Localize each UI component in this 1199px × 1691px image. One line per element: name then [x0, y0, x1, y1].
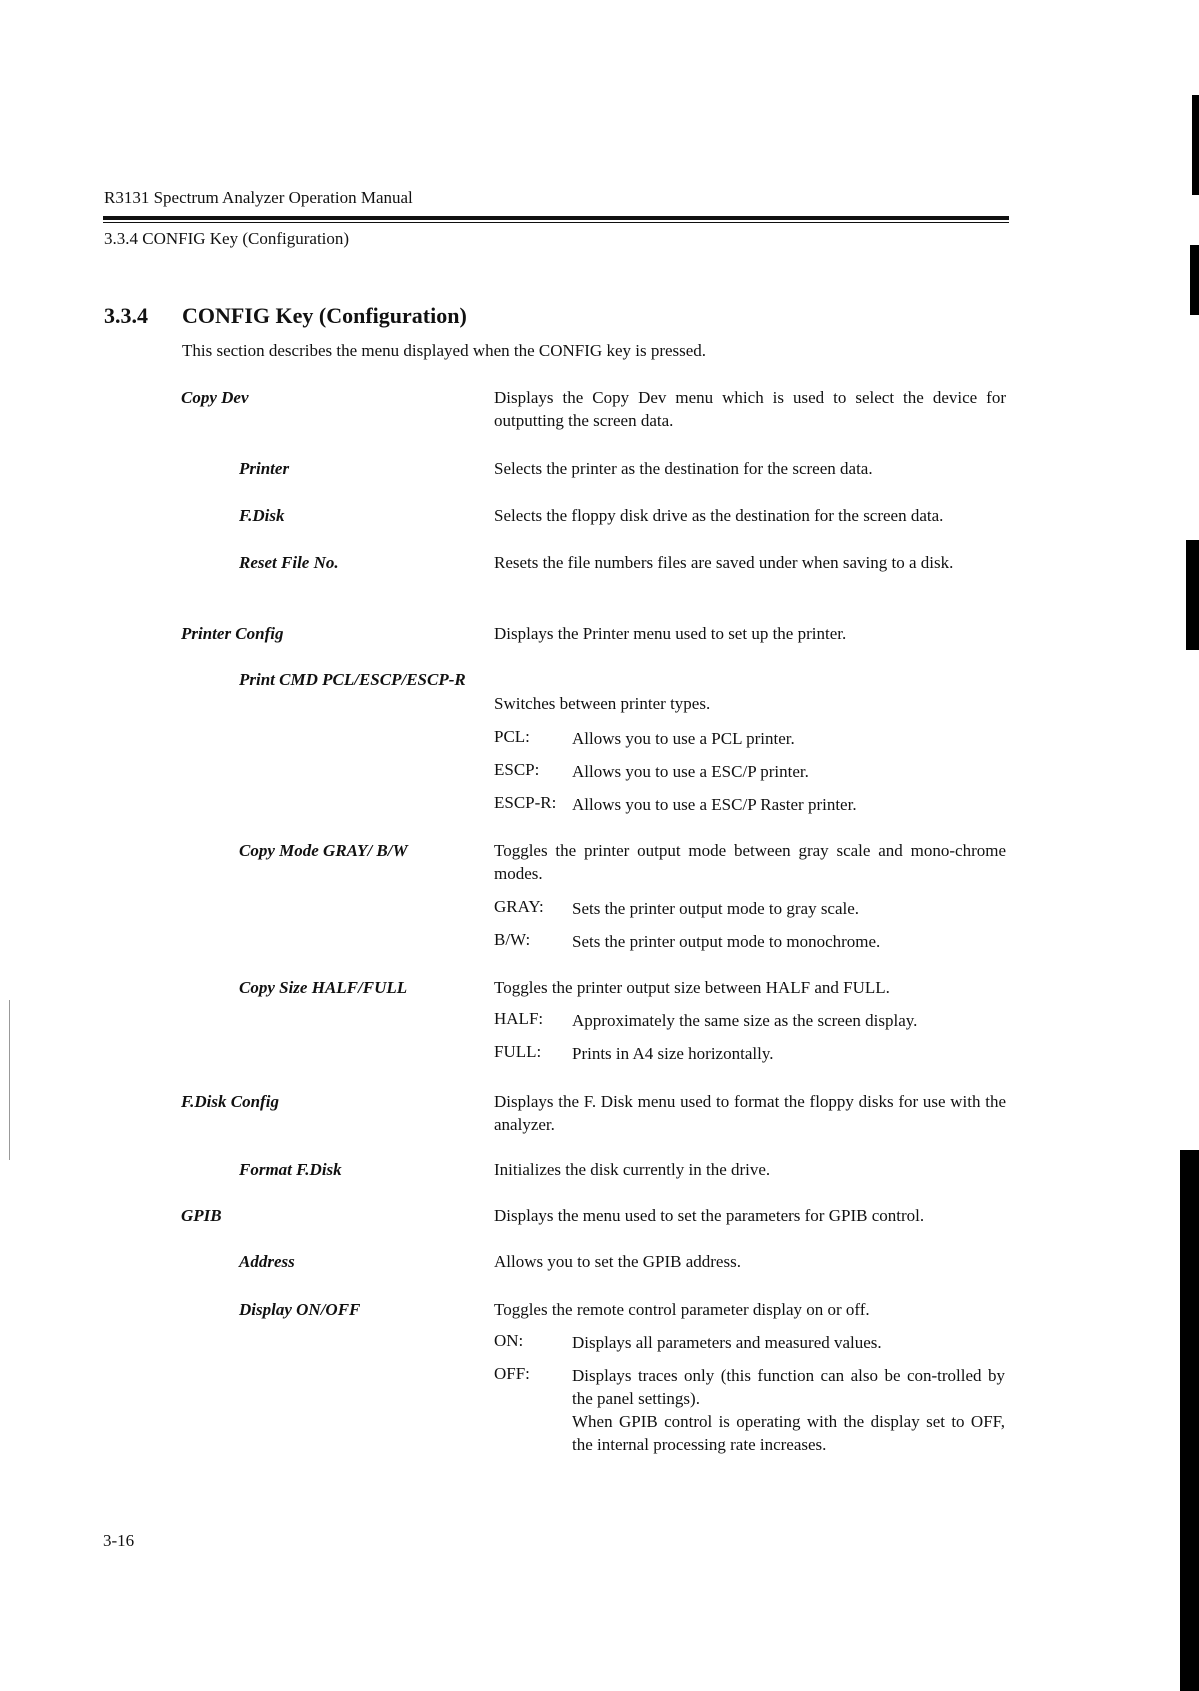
scan-edge-mark-bottom — [1180, 1150, 1199, 1691]
option-key-escp: ESCP: — [494, 760, 540, 779]
term-copy-mode: Copy Mode GRAY/ B/W — [239, 841, 408, 860]
option-value-full: Prints in A4 size horizontally. — [572, 1044, 774, 1063]
term-format-fdisk: Format F.Disk — [239, 1160, 342, 1179]
header-rule-thick — [103, 216, 1009, 220]
term-print-cmd: Print CMD PCL/ESCP/ESCP-R — [239, 670, 466, 689]
desc-reset-file-no: Resets the file numbers files are saved under when saving to a disk. — [494, 553, 954, 572]
option-value-escp: Allows you to use a ESC/P printer. — [572, 762, 809, 781]
desc-address: Allows you to set the GPIB address. — [494, 1252, 741, 1271]
term-printer: Printer — [239, 459, 290, 478]
term-printer-config: Printer Config — [181, 624, 284, 643]
term-address: Address — [239, 1252, 295, 1271]
option-key-pcl: PCL: — [494, 727, 530, 746]
desc-copy-size: Toggles the printer output size between HALF and FULL. — [494, 978, 890, 997]
term-reset-file-no: Reset File No. — [239, 553, 339, 572]
term-display-on-off: Display ON/OFF — [239, 1300, 361, 1319]
option-value-escp-r: Allows you to use a ESC/P Raster printer. — [572, 795, 857, 814]
desc-fdisk: Selects the floppy disk drive as the destination for the screen data. — [494, 506, 944, 525]
option-key-full: FULL: — [494, 1042, 542, 1061]
page-number: 3-16 — [103, 1531, 135, 1550]
option-value-gray: Sets the printer output mode to gray scale. — [572, 899, 860, 918]
desc-copy-mode: Toggles the printer output mode between gray scale and mono-chrome modes. — [494, 841, 1006, 883]
section-reference: 3.3.4 CONFIG Key (Configuration) — [104, 229, 350, 248]
option-value-on: Displays all parameters and measured values. — [572, 1333, 882, 1352]
scan-edge-mark-middle — [1186, 540, 1199, 650]
option-key-gray: GRAY: — [494, 897, 544, 916]
term-fdisk: F.Disk — [239, 506, 285, 525]
display-off-note: When GPIB control is operating with the display set to OFF, the internal processing rate increases. — [572, 1412, 1005, 1454]
option-key-off: OFF: — [494, 1364, 530, 1383]
term-fdisk-config: F.Disk Config — [181, 1092, 279, 1111]
scan-edge-line-left — [9, 1000, 10, 1160]
term-copy-size: Copy Size HALF/FULL — [239, 978, 408, 997]
term-gpib: GPIB — [181, 1206, 222, 1225]
desc-print-cmd: Switches between printer types. — [494, 694, 711, 713]
scan-edge-mark-upper — [1190, 245, 1199, 315]
option-value-off: Displays traces only (this function can also be con-trolled by the panel settings). — [572, 1366, 1005, 1408]
option-value-bw: Sets the printer output mode to monochrome. — [572, 932, 881, 951]
option-key-bw: B/W: — [494, 930, 531, 949]
option-value-pcl: Allows you to use a PCL printer. — [572, 729, 795, 748]
option-key-escp-r: ESCP-R: — [494, 793, 557, 812]
term-copy-dev: Copy Dev — [181, 388, 249, 407]
option-key-half: HALF: — [494, 1009, 544, 1028]
section-intro: This section describes the menu displayed when the CONFIG key is pressed. — [182, 341, 707, 360]
desc-display-on-off: Toggles the remote control parameter display on or off. — [494, 1300, 870, 1319]
scan-edge-mark-top — [1192, 95, 1199, 195]
option-key-on: ON: — [494, 1331, 524, 1350]
desc-copy-dev: Displays the Copy Dev menu which is used to select the device for outputting the screen data. — [494, 388, 1006, 430]
desc-gpib: Displays the menu used to set the parameters for GPIB control. — [494, 1206, 925, 1225]
header-rule-thin — [103, 222, 1009, 223]
section-title: CONFIG Key (Configuration) — [182, 303, 467, 328]
option-value-half: Approximately the same size as the screen display. — [572, 1011, 918, 1030]
desc-fdisk-config: Displays the F. Disk menu used to format the floppy disks for use with the analyzer. — [494, 1092, 1006, 1134]
desc-printer-config: Displays the Printer menu used to set up the printer. — [494, 624, 847, 643]
desc-format-fdisk: Initializes the disk currently in the drive. — [494, 1160, 771, 1179]
section-number: 3.3.4 — [104, 303, 148, 328]
manual-title: R3131 Spectrum Analyzer Operation Manual — [104, 188, 413, 207]
desc-printer: Selects the printer as the destination for the screen data. — [494, 459, 873, 478]
